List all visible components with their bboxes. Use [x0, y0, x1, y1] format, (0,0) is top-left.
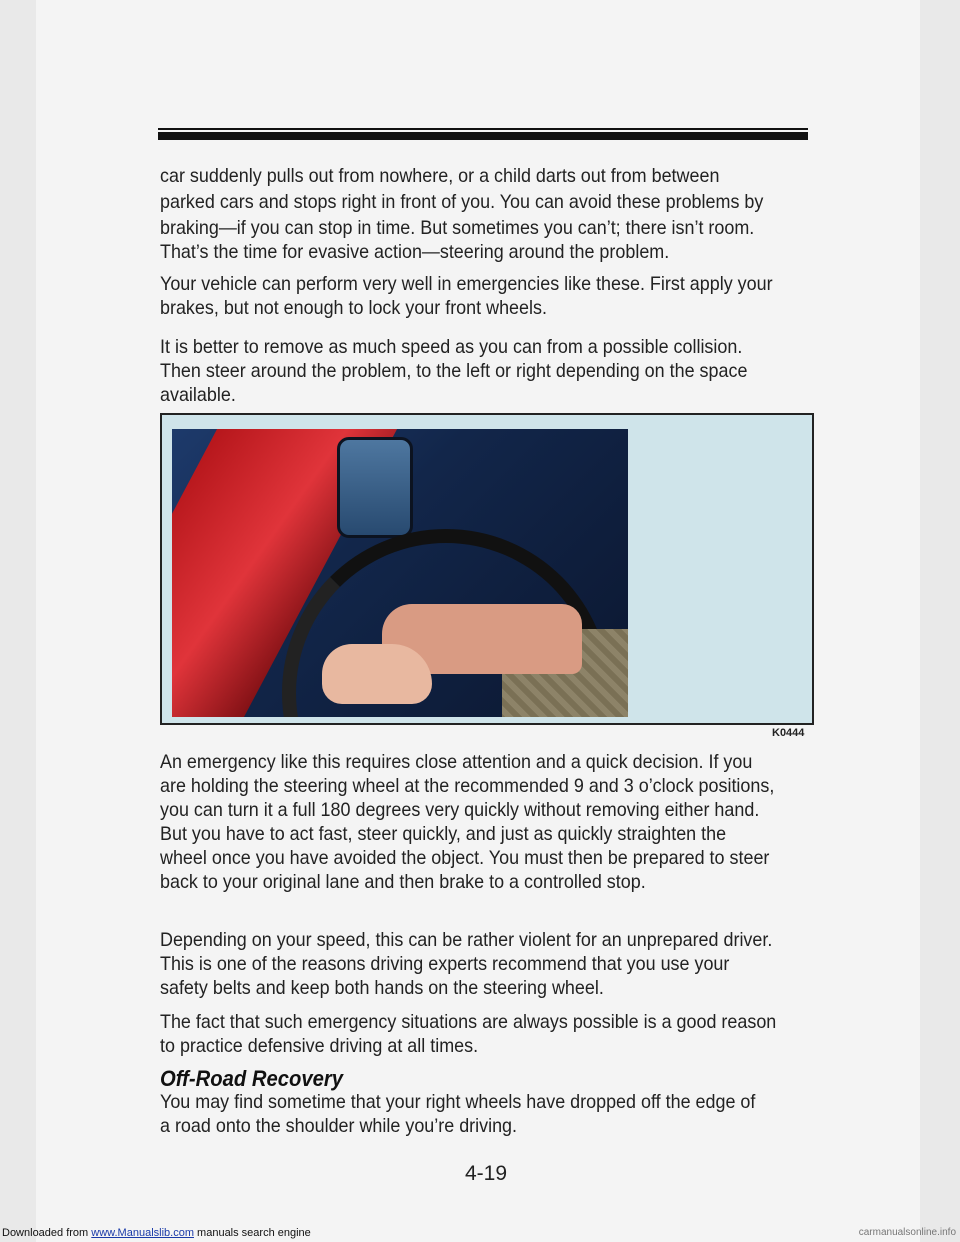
text-line: Then steer around the problem, to the left or right depending on the space: [160, 360, 748, 382]
side-mirror: [337, 437, 413, 538]
paragraph-speed-violent: [160, 928, 773, 1000]
figure-code: K0444: [772, 727, 805, 739]
text-line: are holding the steering wheel at the recommended 9 and 3 o’clock positions,: [160, 775, 775, 797]
text-line: parked cars and stops right in front of you. You can avoid these problems by: [160, 191, 764, 213]
text-line: An emergency like this requires close attention and a quick decision. If you: [160, 751, 753, 773]
header-thin-rule: [158, 128, 808, 130]
text-line: safety belts and keep both hands on the steering wheel.: [160, 977, 604, 999]
paragraph-evasive-action: [160, 164, 764, 264]
text-line: This is one of the reasons driving experts recommend that you use your: [160, 953, 730, 975]
header-rule: [158, 132, 808, 140]
text-line: Your vehicle can perform very well in emergencies like these. First apply your: [160, 273, 773, 295]
text-line: car suddenly pulls out from nowhere, or a child darts out from between: [160, 165, 720, 187]
page-number: 4-19: [465, 1162, 508, 1185]
paragraph-defensive-driving: [160, 1010, 777, 1058]
text-line: you can turn it a full 180 degrees very quickly without removing either hand.: [160, 799, 760, 821]
section-heading: Off-Road Recovery: [160, 1066, 343, 1091]
paragraph-off-road: [160, 1090, 758, 1138]
watermark: carmanualsonline.info: [858, 1227, 956, 1238]
text-line: braking—if you can stop in time. But sometimes you can’t; there isn’t room.: [160, 217, 755, 239]
left-hand: [322, 644, 432, 704]
text-line: a road onto the shoulder while you’re driving.: [160, 1115, 518, 1137]
text-line: wheel once you have avoided the object. You must then be prepared to steer: [160, 847, 770, 869]
text-line: But you have to act fast, steer quickly, and just as quickly straighten the: [160, 823, 727, 845]
footer-source: [2, 1227, 311, 1239]
footer-suffix: manuals search engine: [197, 1227, 311, 1239]
text-line: The fact that such emergency situations are always possible is a good reason: [160, 1011, 777, 1033]
text-line: to practice defensive driving at all times.: [160, 1035, 479, 1057]
steering-illustration: [160, 413, 814, 725]
text-line: You may find sometime that your right wheels have dropped off the edge of: [160, 1091, 756, 1113]
text-line: Depending on your speed, this can be rather violent for an unprepared driver.: [160, 929, 773, 951]
steering-photo: [172, 429, 628, 717]
text-line: brakes, but not enough to lock your front wheels.: [160, 297, 547, 319]
paragraph-emergency-attention: [160, 750, 775, 894]
text-line: available.: [160, 384, 236, 406]
text-line: back to your original lane and then brake to a controlled stop.: [160, 871, 646, 893]
text-line: That’s the time for evasive action—steering around the problem.: [160, 241, 670, 263]
manualslib-link[interactable]: www.Manualslib.com: [91, 1227, 194, 1239]
text-line: It is better to remove as much speed as you can from a possible collision.: [160, 336, 743, 358]
footer-prefix: Downloaded from: [2, 1227, 89, 1239]
download-footer: [0, 1226, 960, 1242]
paragraph-remove-speed: [160, 305, 758, 407]
